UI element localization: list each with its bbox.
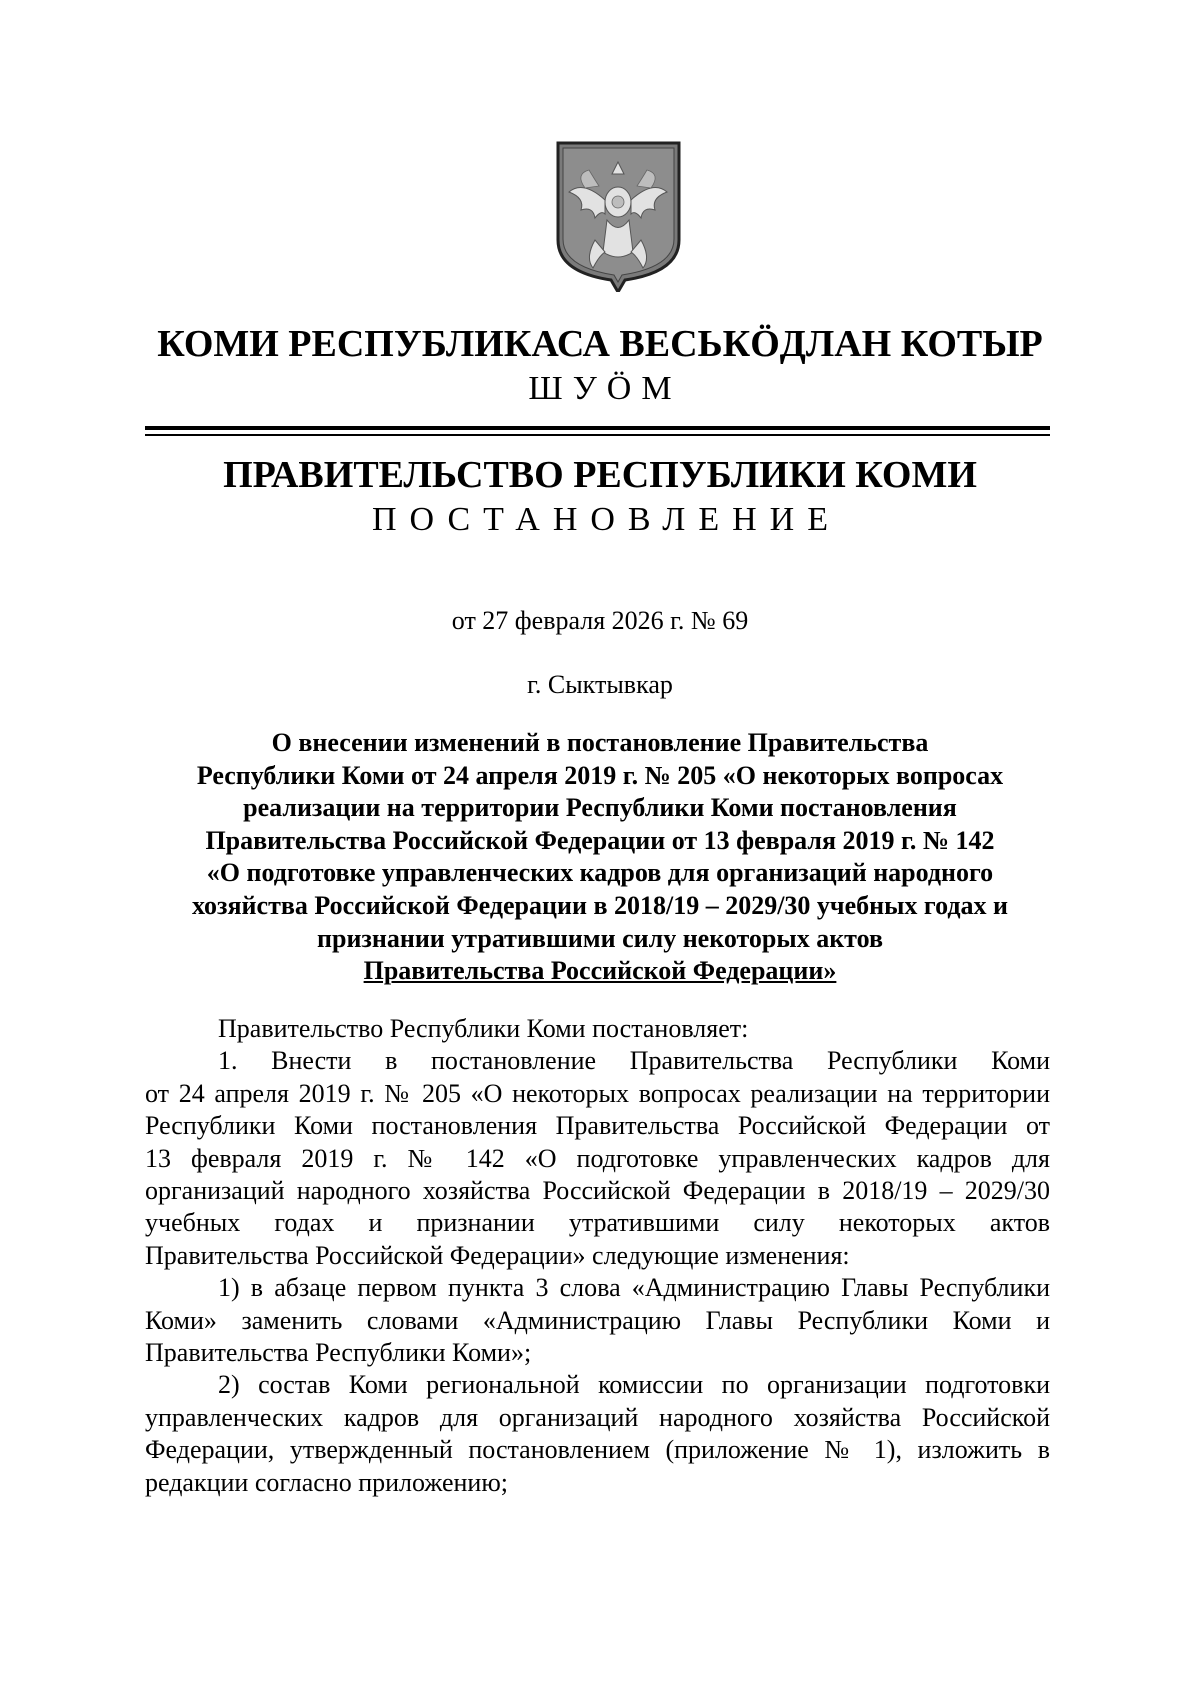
- body-line: Коми» заменить словами «Администрацию Главы Республики Коми и: [145, 1305, 1050, 1335]
- body-line: Федерации, утвержденный постановлением (приложение № 1), изложить в: [145, 1435, 1050, 1465]
- komi-doc-type: ШУӦМ: [528, 370, 682, 407]
- body-line: организаций народного хозяйства Российской Федерации в 2018/19 – 2029/30: [145, 1176, 1050, 1206]
- coat-of-arms-emblem: [555, 140, 682, 292]
- subject-line: О внесении изменений в постановление Правительства: [271, 728, 929, 757]
- subject-line: Республики Коми от 24 апреля 2019 г. № 205 «О некоторых вопросах: [196, 760, 1004, 790]
- body-line: 1) в абзаце первом пункта 3 слова «Администрацию Главы Республики: [218, 1273, 1050, 1303]
- body-line: Республики Коми постановления Правительства Российской Федерации от: [145, 1111, 1050, 1141]
- body-line: Правительства Республики Коми»;: [145, 1338, 532, 1368]
- body-line: 1. Внести в постановление Правительства Республики Коми: [218, 1046, 1050, 1076]
- document-city: г. Сыктывкар: [527, 670, 673, 699]
- russian-doc-type: ПОСТАНОВЛЕНИЕ: [371, 501, 842, 538]
- header-divider-thick: [145, 426, 1050, 430]
- body-line: управленческих кадров для организаций народного хозяйства Российской: [145, 1402, 1050, 1432]
- body-line: учебных годах и признании утратившими силу некоторых актов: [145, 1208, 1050, 1238]
- document-body: [145, 1013, 1050, 1499]
- subject-line: признании утратившими силу некоторых актов: [317, 923, 883, 953]
- body-line: редакции согласно приложению;: [145, 1467, 508, 1497]
- header-divider-thin: [145, 434, 1050, 436]
- body-line: от 24 апреля 2019 г. № 205 «О некоторых вопросах реализации на территории: [145, 1078, 1050, 1108]
- document-subject: [0, 727, 1200, 988]
- body-line: Правительства Российской Федерации» следующие изменения:: [145, 1240, 850, 1270]
- subject-line: реализации на территории Республики Коми постановления: [243, 793, 957, 823]
- subject-line-underlined: Правительства Российской Федерации»: [363, 956, 837, 986]
- subject-line: хозяйства Российской Федерации в 2018/19 – 2029/30 учебных годах и: [192, 890, 1008, 920]
- komi-government-title: КОМИ РЕСПУБЛИКАСА ВЕСЬКӦДЛАН КОТЫР: [157, 323, 1043, 365]
- document-date-number: от 27 февраля 2026 г. № 69: [451, 606, 749, 635]
- subject-line: Правительства Российской Федерации от 13 февраля 2019 г. № 142: [205, 825, 995, 855]
- body-line: 2) состав Коми региональной комиссии по организации подготовки: [218, 1370, 1050, 1400]
- body-line: Правительство Республики Коми постановляет:: [218, 1014, 749, 1043]
- russian-government-title: ПРАВИТЕЛЬСТВО РЕСПУБЛИКИ КОМИ: [223, 454, 977, 496]
- body-line: 13 февраля 2019 г. № 142 «О подготовке управленческих кадров для: [145, 1143, 1050, 1173]
- subject-line: «О подготовке управленческих кадров для организаций народного: [206, 858, 994, 888]
